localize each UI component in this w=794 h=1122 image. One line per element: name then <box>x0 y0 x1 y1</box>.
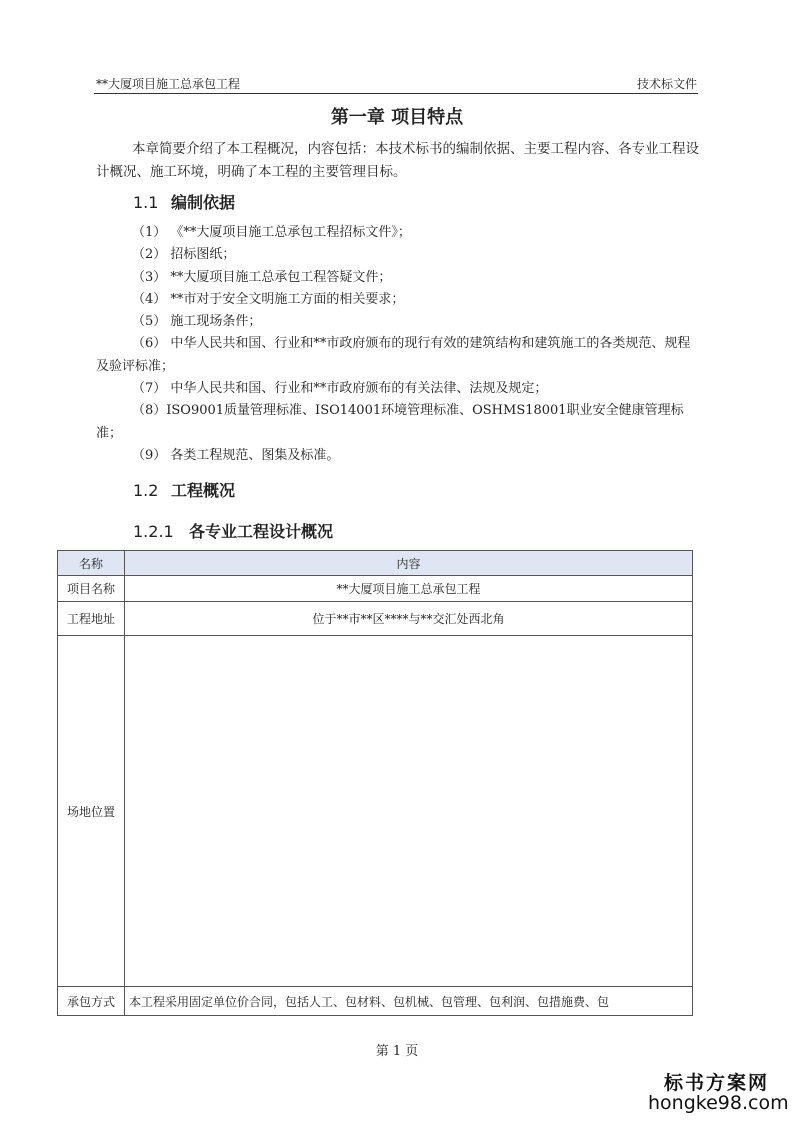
watermark-title: 标书方案网 <box>664 1072 770 1094</box>
list-item: （3） **大厦项目施工总承包工程答疑文件； <box>132 269 392 285</box>
list-item: （5） 施工现场条件； <box>132 314 262 330</box>
section-1-2-heading <box>133 478 235 501</box>
list-item: （1） 《**大厦项目施工总承包工程招标文件》； <box>132 225 411 240</box>
basis-list <box>96 222 700 467</box>
table-row <box>58 576 693 602</box>
list-item: （2） 招标图纸； <box>132 247 236 263</box>
table-row <box>58 636 693 987</box>
row-value: 位于**市**区****与**交汇处西北角 <box>125 602 693 636</box>
section-number: 1.1 <box>133 193 159 212</box>
header-doc-type: 技术标文件 <box>636 77 697 91</box>
header-divider <box>94 93 698 94</box>
chapter-title: 第一章 项目特点 <box>330 107 464 128</box>
design-overview-table <box>57 550 693 1016</box>
row-label: 场地位置 <box>58 636 125 987</box>
row-value <box>125 636 693 987</box>
column-header-content: 内容 <box>125 551 693 576</box>
table-row <box>58 987 693 1016</box>
table-row <box>58 602 693 636</box>
intro-paragraph: 本章简要介绍了本工程概况，内容包括：本技术标书的编制依据、主要工程内容、各专业工程设计概况、施工环境，明确了本工程的主要管理目标。 <box>96 141 699 180</box>
section-1-1-heading <box>133 190 235 213</box>
section-number: 1.2 <box>133 481 159 500</box>
section-title: 编制依据 <box>171 193 236 212</box>
row-label: 承包方式 <box>58 987 125 1016</box>
section-title: 工程概况 <box>171 481 236 500</box>
table-header-row <box>58 551 693 576</box>
list-item: （8）ISO9001质量管理标准、ISO14001环境管理标准、OSHMS18001职业安全健康管理标准； <box>96 403 684 441</box>
row-value: **大厦项目施工总承包工程 <box>125 576 693 602</box>
section-number: 1.2.1 <box>133 522 174 541</box>
watermark-url: hongke98.com <box>648 1092 789 1114</box>
list-item: （4） **市对于安全文明施工方面的相关要求； <box>132 291 405 307</box>
section-1-2-1-heading <box>133 519 333 542</box>
row-label: 工程地址 <box>58 602 125 636</box>
row-label: 项目名称 <box>58 576 125 602</box>
header-project-name: **大厦项目施工总承包工程 <box>96 77 241 91</box>
section-title: 各专业工程设计概况 <box>189 522 334 541</box>
list-item: （7） 中华人民共和国、行业和**市政府颁布的有关法律、法规及规定； <box>132 381 548 397</box>
list-item: （6） 中华人民共和国、行业和**市政府颁布的现行有效的建筑结构和建筑施工的各类规范、规程及验评标准； <box>96 336 691 374</box>
page-number: 第 1 页 <box>375 1044 419 1059</box>
list-item: （9） 各类工程规范、图集及标准。 <box>132 447 340 463</box>
column-header-name: 名称 <box>58 551 125 576</box>
row-value: 本工程采用固定单位价合同，包括人工、包材料、包机械、包管理、包利润、包措施费、包 <box>125 987 693 1016</box>
